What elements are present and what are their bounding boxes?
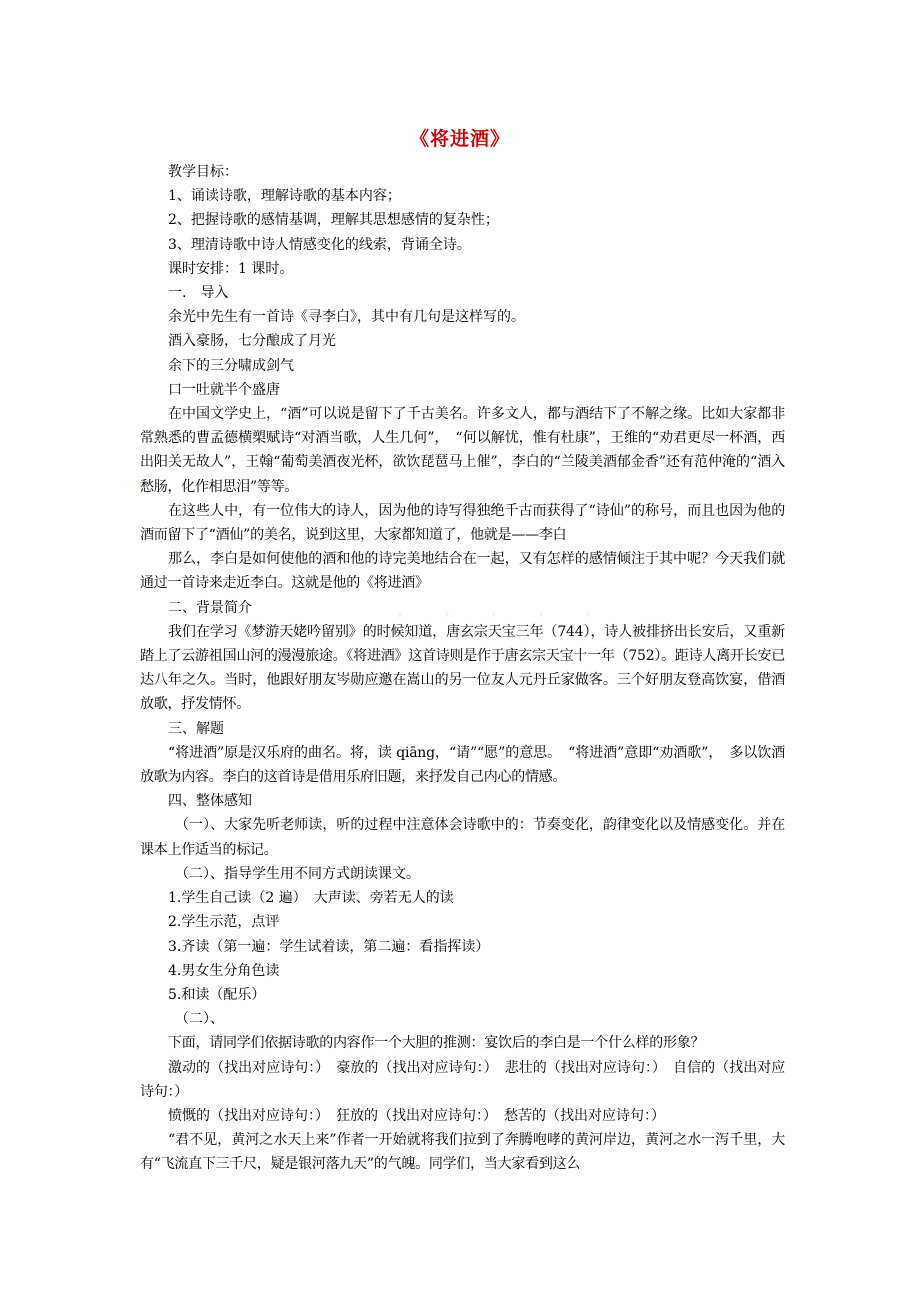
paragraph: 1、诵读诗歌，理解诗歌的基本内容； bbox=[168, 188, 401, 205]
paragraph: （二）、指导学生用不同方式朗读课文。 bbox=[175, 865, 420, 882]
section-heading: 三、解题 bbox=[168, 720, 224, 737]
paragraph: “君不见，黄河之水天上来”作者一开始就将我们拉到了奔腾咆哮的黄河岸边，黄河之水一泻千里，大有“飞流直下三千尺，疑是银河落九天”的气魄。同学们，当大家看到这么 bbox=[140, 1132, 785, 1173]
section-heading: 四、整体感知 bbox=[168, 793, 252, 810]
paragraph: 在这些人中，有一位伟大的诗人，因为他的诗写得独绝千古而获得了“诗仙”的称号，而且也因为他的酒而留下了“酒仙”的美名，说到这里，大家都知道了，他就是——李白 bbox=[140, 502, 785, 544]
list-item: 2.学生示范，点评 bbox=[168, 914, 280, 931]
list-item: 5.和读（配乐） bbox=[168, 986, 266, 1003]
document-body bbox=[140, 160, 785, 1177]
paragraph: （一）、大家先听老师读，听的过程中注意体会诗歌中的：节奏变化，韵律变化以及情感变化。并在课本上作适当的标记。 bbox=[140, 817, 785, 858]
paragraph: 那么，李白是如何使他的酒和他的诗完美地结合在一起，又有怎样的感情倾注于其中呢？今天我们就通过一首诗来走近李白。这就是他的《将进酒》 bbox=[140, 551, 785, 592]
poem-line: 口一吐就半个盛唐 bbox=[168, 381, 280, 398]
list-item: 3.齐读（第一遍：学生试着读，第二遍：看指挥读） bbox=[168, 938, 490, 955]
paragraph: 教学目标： bbox=[168, 164, 238, 180]
poem-line: 酒入豪肠，七分酿成了月光 bbox=[168, 333, 336, 350]
list-item: 4.男女生分角色读 bbox=[168, 962, 280, 979]
list-item: 1.学生自己读（2 遍） 大声读、旁若无人的读 bbox=[168, 890, 454, 907]
paragraph: 我们在学习《梦游天姥吟留别》的时候知道，唐玄宗天宝三年（744），诗人被排挤出长安后，又重新踏上了云游祖国山河的漫漫旅途。《将进酒》这首诗则是作于唐玄宗天宝十一年（752）。距诗人离开长安已达八年之久。当时，他跟好朋友岑勋应邀在嵩山的另一位友人元丹丘家做客。三个好朋友登高饮宴，借酒放歌，抒发情怀。 bbox=[140, 623, 785, 713]
paragraph: 余光中先生有一首诗《寻李白》，其中有几句是这样写的。 bbox=[168, 309, 525, 326]
document-title: 《将进酒》 bbox=[409, 128, 510, 150]
section-heading: 一. 导入 bbox=[168, 285, 229, 302]
paragraph: 愤慨的（找出对应诗句：） 狂放的（找出对应诗句：） 愁苦的（找出对应诗句：） bbox=[168, 1107, 665, 1124]
paragraph: 课时安排：1 课时。 bbox=[168, 260, 294, 277]
paragraph: 3、理清诗歌中诗人情感变化的线索，背诵全诗。 bbox=[168, 236, 471, 253]
paragraph: 2、把握诗歌的感情基调，理解其思想感情的复杂性； bbox=[168, 212, 499, 229]
paragraph: （二）、 bbox=[175, 1011, 224, 1028]
paragraph: 在中国文学史上，“酒”可以说是留下了千古美名。许多文人，都与酒结下了不解之缘。比如大家都非常熟悉的曹孟德横槊赋诗“对酒当歌，人生几何”， “何以解忧，惟有杜康”，王维的“劝君更尽一杯酒，西出阳关无故人”，王翰“葡萄美酒夜光杯，欲饮琵琶马上催”，李白的“兰陵美酒郁金香”还有范仲淹的“酒入愁肠，化作相思泪”等等。 bbox=[140, 406, 785, 495]
poem-line: 余下的三分啸成剑气 bbox=[168, 357, 294, 374]
paragraph: 激动的（找出对应诗句：） 豪放的（找出对应诗句：） 悲壮的（找出对应诗句：） 自信的（找出对应诗句：） bbox=[140, 1059, 785, 1100]
paragraph: 下面，请同学们依据诗歌的内容作一个大胆的推测：宴饮后的李白是一个什么样的形象？ bbox=[168, 1035, 705, 1052]
paragraph: “将进酒”原是汉乐府的曲名。将，读 qiāng，“请”“愿”的意思。 “将进酒”意即“劝酒歌”， 多以饮酒放歌为内容。李白的这首诗是借用乐府旧题，来抒发自己内心的情感。 bbox=[140, 744, 785, 786]
watermark: · · · · · bbox=[395, 598, 607, 633]
section-heading: 二、背景简介 bbox=[168, 599, 252, 616]
